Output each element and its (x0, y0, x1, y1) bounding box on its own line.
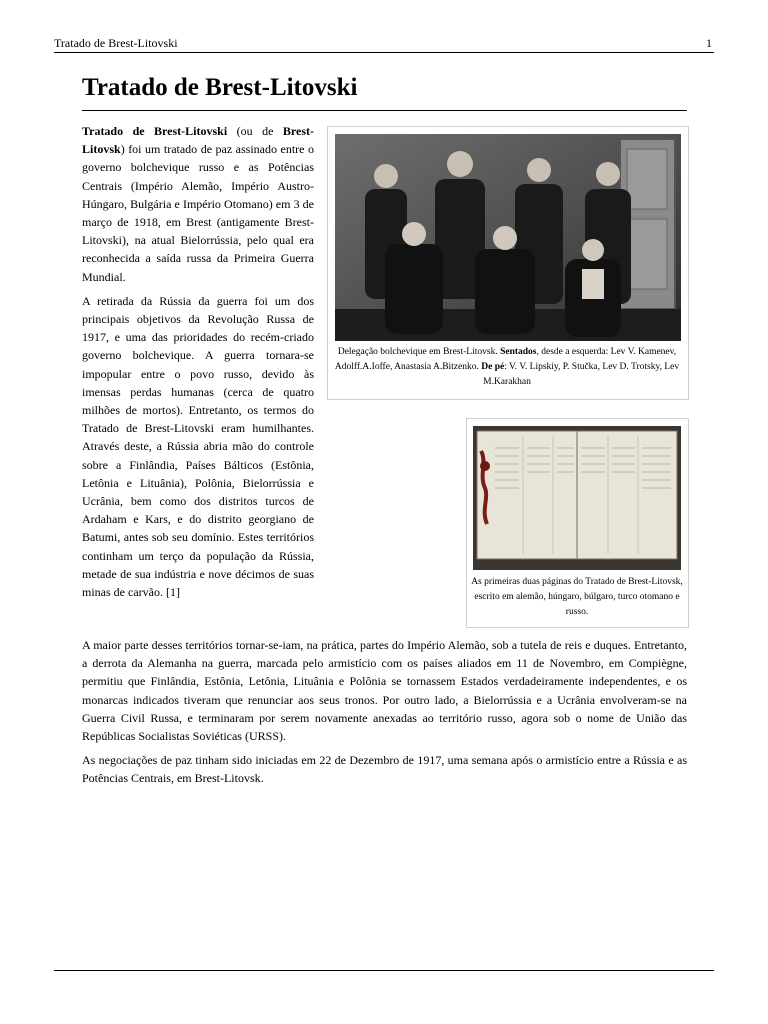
footer-rule (54, 970, 714, 971)
treaty-pages-figure (466, 418, 689, 628)
page-number: 1 (706, 36, 712, 50)
intro-term: Tratado de Brest-Litovski (82, 124, 228, 138)
intro-rest: ) foi um tratado de paz assinado entre o governo bolchevique russo e as Potências Centrais (Império Alemão, Império Austro-Húngaro, Bulgária e Império Otomano) em 3 de março de 1918, em Brest (antigamente Brest-Litovski), na atual Bielorrússia, pelo qual era reconhecida a saída russa da Primeira Guerra Mundial. (82, 142, 314, 284)
article-title: Tratado de Brest-Litovski (82, 72, 687, 111)
figure1-caption-part: Delegação bolchevique em Brest-Litovsk. (337, 347, 501, 357)
figure1-caption-part: : V. V. Lipskiy, P. Stučka, Lev D. Trotsky, Lev M.Karakhan (483, 362, 680, 387)
delegation-photo (335, 134, 681, 341)
figure1-caption-standing: De pé (481, 362, 505, 372)
figure2-caption: As primeiras duas páginas do Tratado de Brest-Litovsk, escrito em alemão, húngaro, búlgaro, turco otomano e russo. (471, 577, 683, 617)
delegation-photo-figure (327, 126, 689, 400)
treaty-pages-image (473, 426, 681, 570)
figure1-caption (332, 345, 682, 390)
paragraph-2: A retirada da Rússia da guerra foi um dos principais objetivos da Revolução Russa de 1917, e uma das prioridades do recém-criado governo bolchevique. A guerra tornara-se impopular entre o povo russo, devido às imensas perdas humanas (cerca de quatro milhões de mortos). Entretanto, os termos do Tratado de Brest-Litovski eram humilhantes. Através deste, a Rússia abria mão do controle sobre a Finlândia, Países Bálticos (Estônia, Letônia e Lituânia), Polônia, Bielorrússia e Ucrânia, bem como dos distritos turcos de Ardaham e Kars, e do distrito georgiano de Batumi, antes sob seu domínio. Estes territórios continham um terço da população da Rússia, metade de sua indústria e nove décimos de suas minas de carvão. [1] (82, 293, 314, 600)
intro-paragraph (82, 122, 314, 286)
full-width-text (82, 636, 687, 794)
figure1-caption-seated: Sentados (500, 347, 537, 357)
running-header-title: Tratado de Brest-Litovski (54, 36, 178, 50)
intro-alt-term: Brest-Litovsk (82, 124, 314, 157)
paragraph-4: As negociações de paz tinham sido iniciadas em 22 de Dezembro de 1917, uma semana após o armistício entre a Rússia e as Potências Centrais, em Brest-Litovsk. (82, 753, 687, 786)
figure1-caption-part: , desde a esquerda: Lev V. Kamenev, Adolff.A.Ioffe, Anastasia A.Bitzenko. (334, 347, 677, 372)
intro-paren: (ou de (227, 124, 283, 138)
paragraph-3: A maior parte desses territórios tornar-se-iam, na prática, partes do Império Alemão, sob a tutela de reis e duques. Entretanto, a derrota da Alemanha na guerra, marcada pelo armistício com os países aliados em 11 de Novembro, em Compiègne, permitiu que Finlândia, Estônia, Letônia, Lituânia e Polônia se tornassem Estados verdadeiramente independentes, e os monarcas indicados tiveram que renunciar aos seus tronos. Por outro lado, a Bielorrússia e a Ucrânia envolveram-se na Guerra Civil Russa, e terminaram por serem novamente anexadas ao território russo, agora sob o nome de União das Repúblicas Socialistas Soviéticas (URSS). (82, 638, 687, 744)
running-header (54, 34, 714, 53)
left-column (82, 122, 314, 607)
